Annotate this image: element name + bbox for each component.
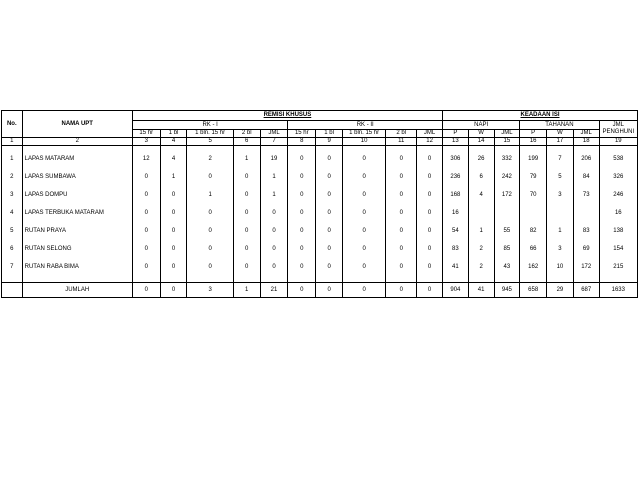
table-cell: 246 (599, 186, 637, 204)
table-cell: 168 (443, 186, 469, 204)
total-cell: 658 (520, 283, 547, 298)
table-cell: 0 (160, 204, 187, 222)
header-no: No. (2, 111, 23, 138)
column-number-cell: 7 (260, 138, 288, 146)
table-cell: 0 (417, 222, 443, 240)
subheader-cell: 1 bl (160, 130, 187, 138)
total-cell: 0 (288, 283, 316, 298)
table-cell: 306 (443, 150, 469, 168)
table-cell: 1 (260, 168, 288, 186)
table-row (2, 168, 638, 186)
column-number-cell: 17 (547, 138, 574, 146)
table-cell: 1 (468, 222, 494, 240)
table-cell: 2 (468, 258, 494, 276)
table-cell: 0 (316, 258, 343, 276)
column-number-row (2, 138, 638, 146)
subheader-cell: 15 hr (132, 130, 160, 138)
table-cell: 0 (316, 186, 343, 204)
upt-name: RUTAN PRAYA (22, 222, 132, 240)
table-cell: 0 (417, 258, 443, 276)
table-cell: 0 (132, 168, 160, 186)
table-cell: 154 (599, 240, 637, 258)
subheader-cell: P (443, 130, 469, 138)
table-cell: 0 (417, 168, 443, 186)
subheader-cell: JML (260, 130, 288, 138)
subheader-cell: JML (417, 130, 443, 138)
header-napi: NAPI (443, 121, 520, 130)
column-number-cell: 18 (573, 138, 599, 146)
table-cell: 172 (573, 258, 599, 276)
header-rk2: RK - II (288, 121, 443, 130)
table-cell: 538 (599, 150, 637, 168)
table-cell: 0 (417, 204, 443, 222)
row-number: 3 (2, 186, 23, 204)
data-rows (2, 146, 638, 283)
total-cell: 0 (386, 283, 417, 298)
column-number-cell: 3 (132, 138, 160, 146)
table-cell: 55 (494, 222, 520, 240)
table-cell: 0 (233, 186, 260, 204)
table-cell: 1 (260, 186, 288, 204)
table-row (2, 222, 638, 240)
table-cell: 2 (468, 240, 494, 258)
subheader-cell: 2 bl (233, 130, 260, 138)
upt-name: LAPAS TERBUKA MATARAM (22, 204, 132, 222)
column-number-cell: 5 (187, 138, 233, 146)
table-cell: 0 (417, 240, 443, 258)
table-cell: 1 (160, 168, 187, 186)
table-cell: 43 (494, 258, 520, 276)
table-cell: 0 (132, 186, 160, 204)
table-cell: 0 (343, 204, 386, 222)
table-cell (468, 204, 494, 222)
table-cell: 0 (343, 168, 386, 186)
upt-name: LAPAS MATARAM (22, 150, 132, 168)
total-cell: 945 (494, 283, 520, 298)
remisi-khusus-table (1, 110, 638, 298)
table-cell: 0 (288, 222, 316, 240)
table-cell: 0 (233, 168, 260, 186)
header-nama-upt: NAMA UPT (22, 111, 132, 138)
table-cell: 0 (316, 240, 343, 258)
subheader-cell: JML (573, 130, 599, 138)
header-keadaan-isi: KEADAAN ISI (443, 111, 638, 121)
table-cell: 7 (547, 150, 574, 168)
table-cell: 172 (494, 186, 520, 204)
table-cell: 0 (260, 222, 288, 240)
table-cell: 0 (132, 240, 160, 258)
table-cell: 5 (547, 168, 574, 186)
table-cell: 84 (573, 168, 599, 186)
table-cell: 4 (160, 150, 187, 168)
upt-name: LAPAS SUMBAWA (22, 168, 132, 186)
table-cell: 0 (316, 150, 343, 168)
total-cell: 0 (343, 283, 386, 298)
table-cell: 1 (187, 186, 233, 204)
table-cell: 54 (443, 222, 469, 240)
table-cell: 4 (468, 186, 494, 204)
table-cell: 1 (233, 150, 260, 168)
row-number: 1 (2, 150, 23, 168)
column-number-cell: 10 (343, 138, 386, 146)
subheader-cell: 15 hr (288, 130, 316, 138)
table-cell: 0 (343, 240, 386, 258)
table-cell: 6 (468, 168, 494, 186)
total-cell: 1633 (599, 283, 637, 298)
table-cell: 0 (132, 204, 160, 222)
table-cell: 0 (316, 204, 343, 222)
table-cell (573, 204, 599, 222)
table-cell: 83 (573, 222, 599, 240)
table-cell: 236 (443, 168, 469, 186)
table-cell: 0 (288, 204, 316, 222)
header-rk1: RK - I (132, 121, 288, 130)
table-cell: 0 (187, 240, 233, 258)
table-cell (547, 204, 574, 222)
table-cell: 0 (132, 258, 160, 276)
table-cell: 162 (520, 258, 547, 276)
table-cell: 0 (233, 204, 260, 222)
table-cell (520, 204, 547, 222)
table-cell: 0 (386, 240, 417, 258)
table-cell: 332 (494, 150, 520, 168)
table-cell (494, 204, 520, 222)
table-cell: 199 (520, 150, 547, 168)
total-cell: 0 (132, 283, 160, 298)
table-cell: 79 (520, 168, 547, 186)
table-cell: 326 (599, 168, 637, 186)
table-cell: 0 (417, 186, 443, 204)
column-number-cell: 2 (22, 138, 132, 146)
total-cell: 3 (187, 283, 233, 298)
table-cell: 0 (132, 222, 160, 240)
table-cell: 3 (547, 240, 574, 258)
table-cell: 66 (520, 240, 547, 258)
row-number: 2 (2, 168, 23, 186)
total-cell: 687 (573, 283, 599, 298)
table-row (2, 240, 638, 258)
column-number-cell: 9 (316, 138, 343, 146)
table-cell: 0 (187, 204, 233, 222)
table-cell: 242 (494, 168, 520, 186)
total-cell: 904 (443, 283, 469, 298)
table-cell: 0 (260, 240, 288, 258)
column-number-cell: 6 (233, 138, 260, 146)
table-cell: 0 (343, 186, 386, 204)
column-number-cell: 8 (288, 138, 316, 146)
total-cell: 0 (316, 283, 343, 298)
table-cell: 69 (573, 240, 599, 258)
table-cell: 41 (443, 258, 469, 276)
table-cell: 0 (187, 258, 233, 276)
table-cell: 2 (187, 150, 233, 168)
subheader-cell: 1 bln. 15 hr (187, 130, 233, 138)
table-cell: 0 (233, 258, 260, 276)
table-cell: 215 (599, 258, 637, 276)
table-cell: 0 (386, 168, 417, 186)
subheader-cell: P (520, 130, 547, 138)
column-number-cell: 12 (417, 138, 443, 146)
table-row (2, 186, 638, 204)
table-cell: 0 (343, 258, 386, 276)
column-number-cell: 15 (494, 138, 520, 146)
column-number-cell: 16 (520, 138, 547, 146)
table-cell: 0 (316, 222, 343, 240)
table-cell: 0 (288, 240, 316, 258)
total-row (2, 283, 638, 298)
total-label: JUMLAH (22, 283, 132, 298)
column-number-cell: 13 (443, 138, 469, 146)
total-cell: 41 (468, 283, 494, 298)
table-cell: 0 (386, 204, 417, 222)
upt-name: LAPAS DOMPU (22, 186, 132, 204)
table-row (2, 204, 638, 222)
table-cell: 206 (573, 150, 599, 168)
total-cell: 1 (233, 283, 260, 298)
table-cell: 16 (443, 204, 469, 222)
table-cell: 10 (547, 258, 574, 276)
table-cell: 83 (443, 240, 469, 258)
table-cell: 0 (160, 240, 187, 258)
total-cell: 21 (260, 283, 288, 298)
row-number: 6 (2, 240, 23, 258)
upt-name: RUTAN SELONG (22, 240, 132, 258)
table-cell: 0 (386, 150, 417, 168)
table-row (2, 150, 638, 168)
table-cell: 26 (468, 150, 494, 168)
table-cell: 19 (260, 150, 288, 168)
subheader-cell: JML (494, 130, 520, 138)
total-cell: 0 (160, 283, 187, 298)
subheader-cell: W (468, 130, 494, 138)
table-cell: 0 (233, 222, 260, 240)
total-cell: 29 (547, 283, 574, 298)
table-cell: 0 (233, 240, 260, 258)
header-jml-penghuni: JML PENGHUNI (599, 121, 637, 138)
subheader-cell: 1 bln. 15 hr (343, 130, 386, 138)
table-cell: 0 (260, 204, 288, 222)
table-cell: 0 (343, 222, 386, 240)
row-number: 5 (2, 222, 23, 240)
table-cell: 85 (494, 240, 520, 258)
table-cell: 0 (288, 186, 316, 204)
column-number-cell: 1 (2, 138, 23, 146)
table-cell: 73 (573, 186, 599, 204)
table-cell: 0 (316, 168, 343, 186)
subheader-cell: W (547, 130, 574, 138)
table-cell: 0 (386, 222, 417, 240)
total-cell: 0 (417, 283, 443, 298)
table-cell: 0 (160, 258, 187, 276)
header-tahanan: TAHANAN (520, 121, 599, 130)
column-number-cell: 11 (386, 138, 417, 146)
table-cell: 1 (547, 222, 574, 240)
column-number-cell: 4 (160, 138, 187, 146)
row-number: 4 (2, 204, 23, 222)
table-cell: 0 (343, 150, 386, 168)
total-blank (2, 283, 23, 298)
column-number-cell: 19 (599, 138, 637, 146)
table-cell: 0 (288, 150, 316, 168)
table-cell: 0 (187, 222, 233, 240)
table-cell: 3 (547, 186, 574, 204)
table-cell: 12 (132, 150, 160, 168)
table-cell: 70 (520, 186, 547, 204)
table-cell: 0 (160, 186, 187, 204)
row-number: 7 (2, 258, 23, 276)
table-cell: 0 (187, 168, 233, 186)
table-cell: 0 (288, 168, 316, 186)
header-remisi-khusus: REMISI KHUSUS (132, 111, 442, 121)
subheader-cell: 2 bl (386, 130, 417, 138)
subheader-cell: 1 bl (316, 130, 343, 138)
table-cell: 138 (599, 222, 637, 240)
upt-name: RUTAN RABA BIMA (22, 258, 132, 276)
column-number-cell: 14 (468, 138, 494, 146)
table-cell: 82 (520, 222, 547, 240)
table-row (2, 258, 638, 276)
table-cell: 0 (288, 258, 316, 276)
table-cell: 0 (160, 222, 187, 240)
table-cell: 16 (599, 204, 637, 222)
table-cell: 0 (386, 186, 417, 204)
table-cell: 0 (260, 258, 288, 276)
table-cell: 0 (417, 150, 443, 168)
table-cell: 0 (386, 258, 417, 276)
